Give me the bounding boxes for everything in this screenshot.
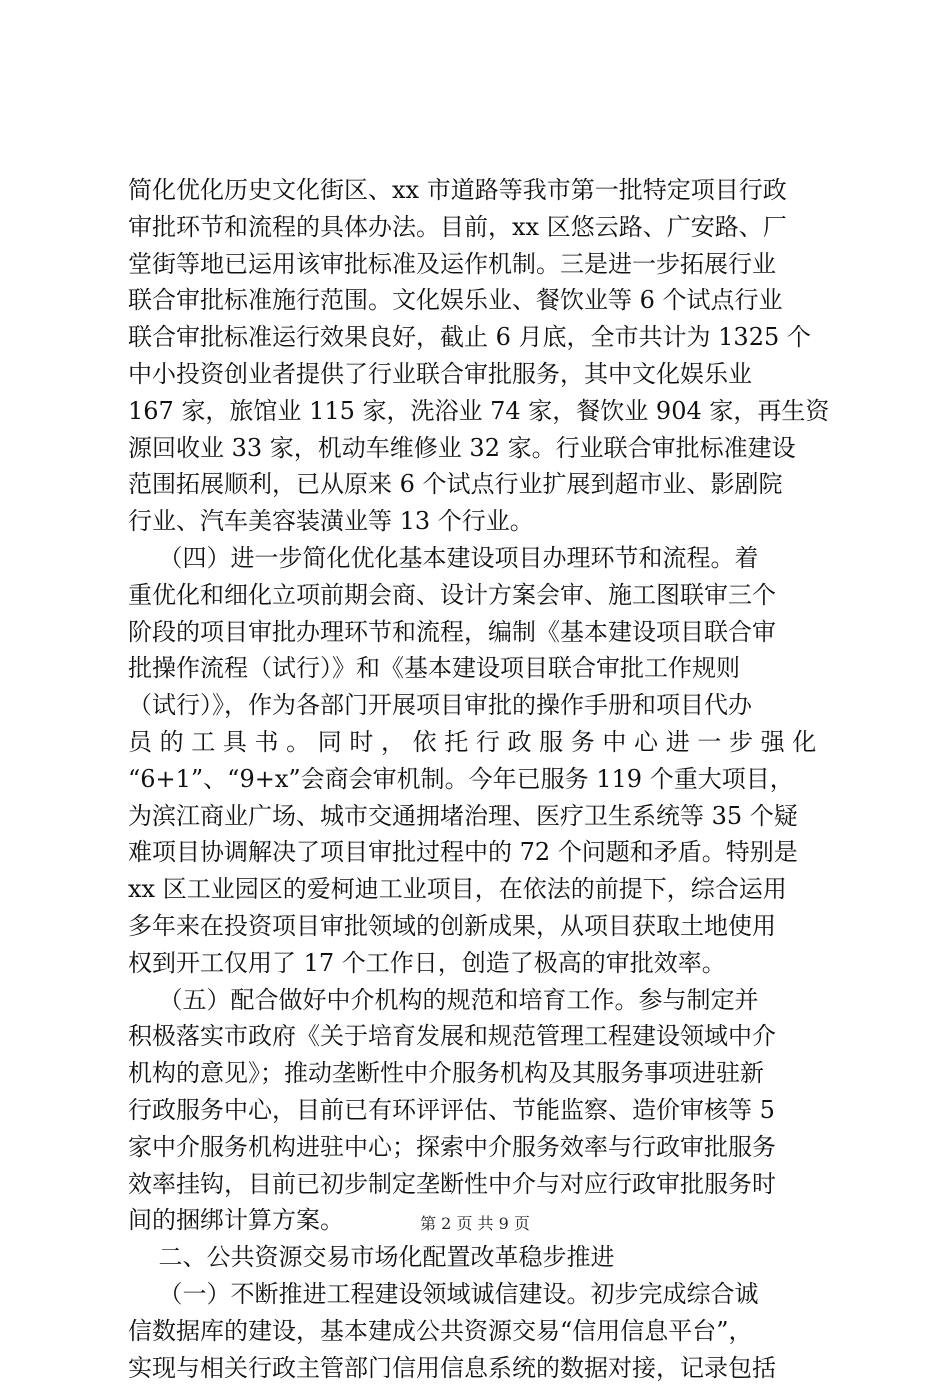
text-line: 167 家，旅馆业 115 家，洗浴业 74 家，餐饮业 904 家，再生资: [128, 393, 828, 430]
text-line: 信数据库的建设，基本建成公共资源交易“信用信息平台”，: [128, 1313, 828, 1350]
text-line: 间的捆绑计算方案。: [128, 1202, 828, 1239]
text-line: （一）不断推进工程建设领域诚信建设。初步完成综合诚: [128, 1276, 828, 1313]
text-line: 重优化和细化立项前期会商、设计方案会审、施工图联审三个: [128, 577, 828, 614]
text-line: 联合审批标准施行范围。文化娱乐业、餐饮业等 6 个试点行业: [128, 282, 828, 319]
text-line: （四）进一步简化优化基本建设项目办理环节和流程。着: [128, 540, 828, 577]
text-line: 联合审批标准运行效果良好，截止 6 月底，全市共计为 1325 个: [128, 319, 828, 356]
text-line: 权到开工仅用了 17 个工作日，创造了极高的审批效率。: [128, 945, 828, 982]
text-line: 难项目协调解决了项目审批过程中的 72 个问题和矛盾。特别是: [128, 834, 828, 871]
text-line: 为滨江商业广场、城市交通拥堵治理、医疗卫生系统等 35 个疑: [128, 798, 828, 835]
text-line: 行政服务中心，目前已有环评评估、节能监察、造价审核等 5: [128, 1092, 828, 1129]
text-line: 批操作流程（试行）》和《基本建设项目联合审批工作规则: [128, 650, 828, 687]
body-text: [128, 172, 828, 1386]
text-line: （试行）》，作为各部门开展项目审批的操作手册和项目代办: [128, 687, 828, 724]
text-line: 审批环节和流程的具体办法。目前，xx 区悠云路、广安路、厂: [128, 209, 828, 246]
text-line: xx 区工业园区的爱柯迪工业项目，在依法的前提下，综合运用: [128, 871, 828, 908]
section-heading: 二、公共资源交易市场化配置改革稳步推进: [128, 1239, 828, 1276]
text-line: 范围拓展顺利，已从原来 6 个试点行业扩展到超市业、影剧院: [128, 466, 828, 503]
text-line: 效率挂钩，目前已初步制定垄断性中介与对应行政审批服务时: [128, 1166, 828, 1203]
text-line: 阶段的项目审批办理环节和流程，编制《基本建设项目联合审: [128, 614, 828, 651]
text-line: 简化优化历史文化街区、xx 市道路等我市第一批特定项目行政: [128, 172, 828, 209]
text-line: （五）配合做好中介机构的规范和培育工作。参与制定并: [128, 982, 828, 1019]
text-line: 员 的 工 具 书 。 同 时 ， 依 托 行 政 服 务 中 心 进 一 步 强 化: [128, 724, 828, 761]
text-line: 积极落实市政府《关于培育发展和规范管理工程建设领域中介: [128, 1018, 828, 1055]
text-line: 机构的意见》；推动垄断性中介服务机构及其服务事项进驻新: [128, 1055, 828, 1092]
text-line: 家中介服务机构进驻中心；探索中介服务效率与行政审批服务: [128, 1129, 828, 1166]
text-line: 行业、汽车美容装潢业等 13 个行业。: [128, 503, 828, 540]
text-line: 源回收业 33 家，机动车维修业 32 家。行业联合审批标准建设: [128, 430, 828, 467]
text-line: “6+1”、“9+x”会商会审机制。今年已服务 119 个重大项目，: [128, 761, 828, 798]
text-line: 实现与相关行政主管部门信用信息系统的数据对接，记录包括: [128, 1350, 828, 1386]
text-line: 堂街等地已运用该审批标准及运作机制。三是进一步拓展行业: [128, 246, 828, 283]
page-number-footer: 第 2 页 共 9 页: [0, 1212, 950, 1236]
text-line: 中小投资创业者提供了行业联合审批服务，其中文化娱乐业: [128, 356, 828, 393]
text-line: 多年来在投资项目审批领域的创新成果，从项目获取土地使用: [128, 908, 828, 945]
